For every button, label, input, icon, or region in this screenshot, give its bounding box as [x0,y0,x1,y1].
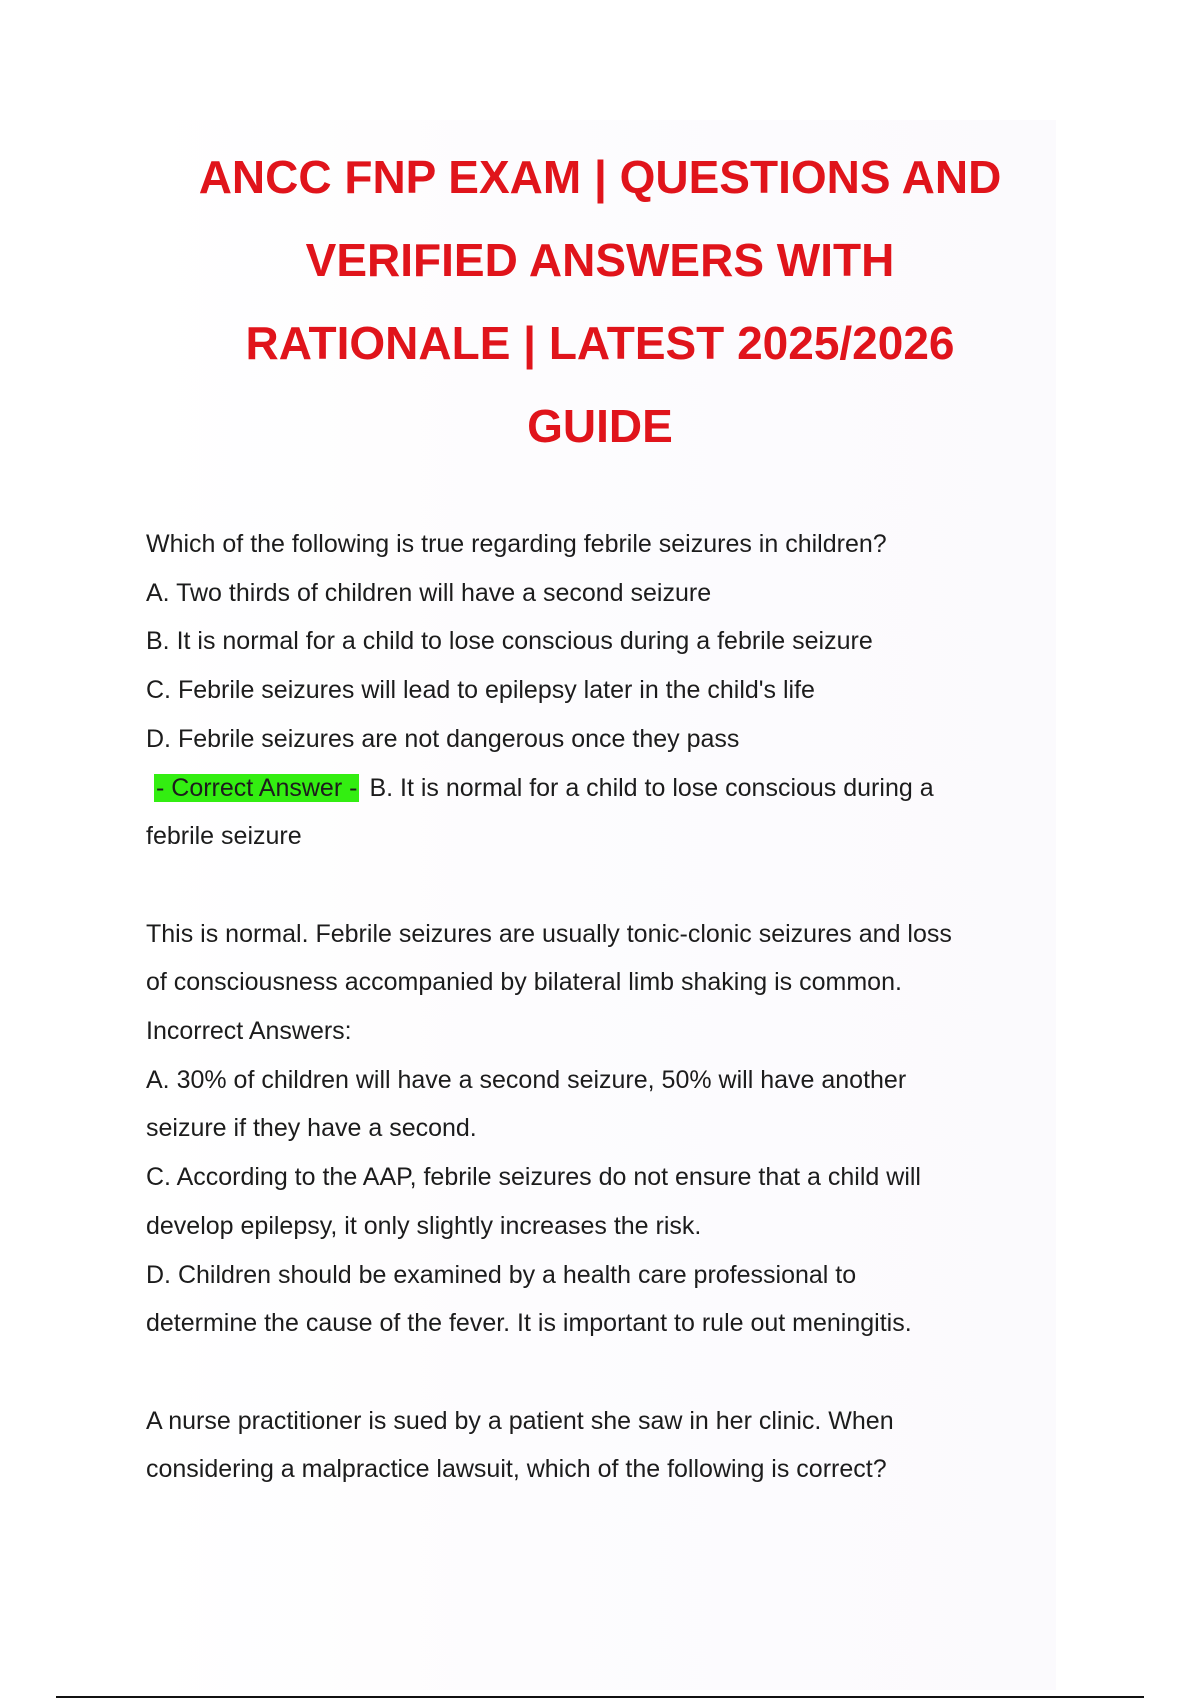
paragraph-spacer [146,861,1066,910]
rationale-line: seizure if they have a second. [146,1114,477,1143]
question-stem: Which of the following is true regarding febrile seizures in children? [146,530,887,558]
rationale-line: develop epilepsy, it only slightly increases the risk. [146,1211,702,1240]
rationale-line: This is normal. Febrile seizures are usually tonic-clonic seizures and loss [146,919,952,948]
question-stem: considering a malpractice lawsuit, which of the following is correct? [146,1455,887,1484]
rationale-line: determine the cause of the fever. It is important to rule out meningitis. [146,1309,912,1338]
answer-option-d: D. Febrile seizures are not dangerous once they pass [146,724,740,753]
correct-answer-line [146,764,1066,813]
paragraph-spacer [146,1348,1066,1397]
correct-answer-text: B. It is normal for a child to lose conscious during a [369,773,934,802]
answer-option-a: A. Two thirds of children will have a second seizure [146,578,712,607]
answer-option-c: C. Febrile seizures will lead to epilepsy later in the child's life [146,676,815,705]
answer-option-b: B. It is normal for a child to lose conscious during a febrile seizure [146,627,873,656]
document-title [120,136,1080,468]
title-line: VERIFIED ANSWERS WITH [305,234,895,286]
title-line: RATIONALE | LATEST 2025/2026 [245,317,955,369]
correct-answer-text-continued: febrile seizure [146,822,302,851]
rationale-line: of consciousness accompanied by bilateral limb shaking is common. [146,968,902,997]
page-bottom-rule [56,1696,1144,1698]
incorrect-answers-heading: Incorrect Answers: [146,1017,352,1046]
rationale-line: A. 30% of children will have a second seizure, 50% will have another [146,1065,907,1094]
question-1 [146,520,1066,1348]
document-body [146,520,1066,1494]
correct-answer-highlight: - Correct Answer - [156,773,358,802]
question-2 [146,1397,1066,1494]
title-line: GUIDE [527,400,673,452]
rationale-line: D. Children should be examined by a health care professional to [146,1260,857,1289]
question-stem: A nurse practitioner is sued by a patient she saw in her clinic. When [146,1406,894,1435]
title-line: ANCC FNP EXAM | QUESTIONS AND [198,151,1002,203]
rationale-line: C. According to the AAP, febrile seizures do not ensure that a child will [146,1163,921,1192]
